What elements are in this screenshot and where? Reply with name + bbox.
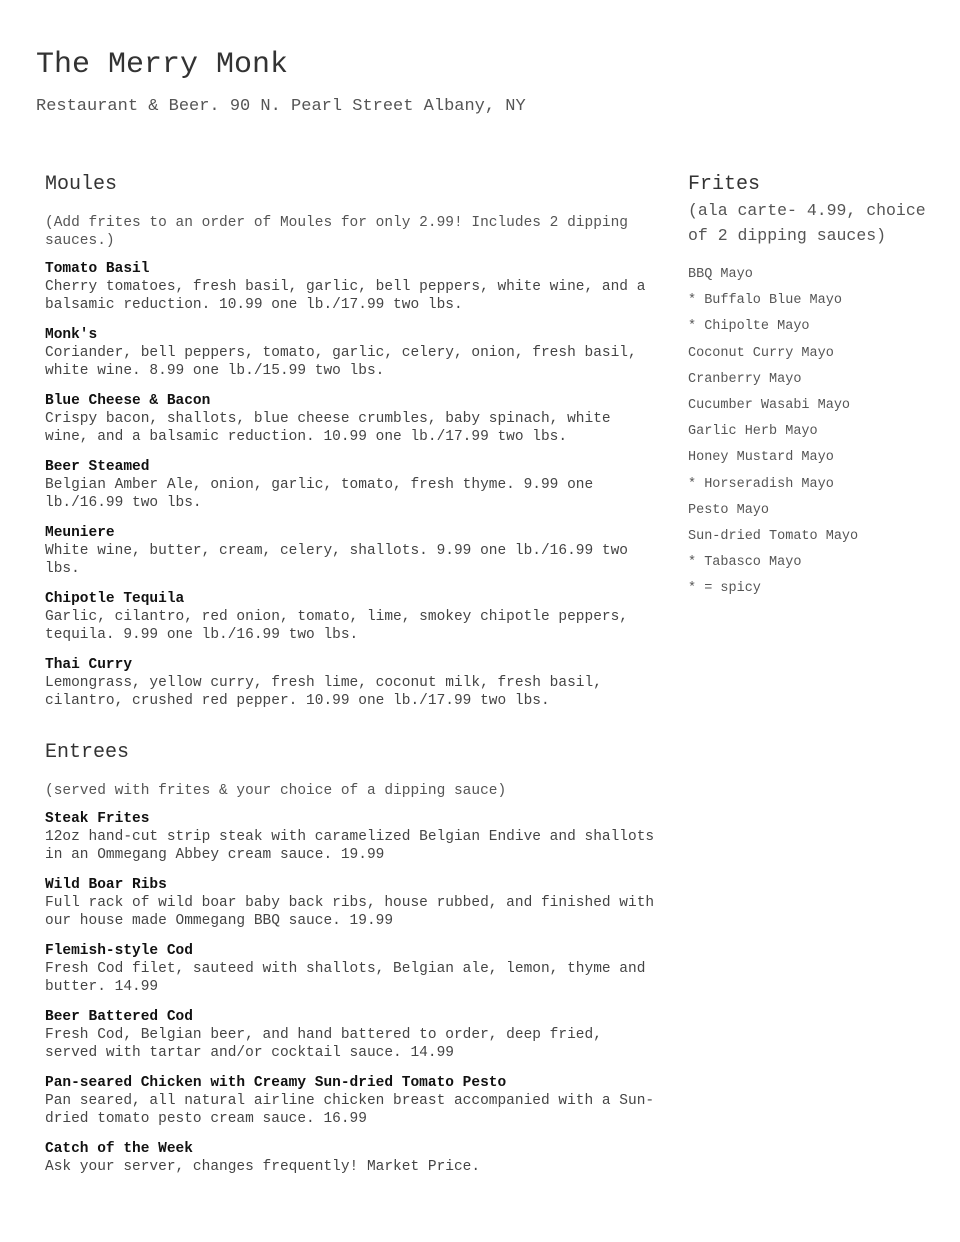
menu-item-beer-battered-cod — [45, 1008, 655, 1062]
menu-item-blue-cheese-bacon — [45, 392, 655, 446]
spicy-legend: * = spicy — [688, 581, 761, 597]
restaurant-title: The Merry Monk — [36, 48, 289, 82]
moules-heading: Moules — [45, 173, 118, 196]
frites-note: (ala carte- 4.99, choice of 2 dipping sauces) — [688, 201, 926, 245]
sauce-item: BBQ Mayo — [688, 267, 753, 282]
entrees-heading: Entrees — [45, 741, 130, 764]
menu-item-thai-curry — [45, 656, 655, 710]
menu-item-steak-frites — [45, 810, 655, 864]
menu-item-beer-steamed — [45, 458, 655, 512]
restaurant-subtitle: Restaurant & Beer. 90 N. Pearl Street Albany, NY — [36, 97, 526, 116]
frites-column — [688, 172, 928, 603]
sauce-item: * Buffalo Blue Mayo — [688, 293, 842, 309]
sauce-item: Cranberry Mayo — [688, 371, 802, 387]
moules-section — [45, 172, 655, 710]
menu-item-description: Fresh Cod, Belgian beer, and hand battered to order, deep fried, served with tartar and/or cocktail sauce. 14.99 — [45, 1027, 602, 1061]
sauce-item: * Horseradish Mayo — [688, 476, 834, 492]
entrees-section — [45, 740, 655, 1176]
menu-item-description: Fresh Cod filet, sauteed with shallots, Belgian ale, lemon, thyme and butter. 14.99 — [45, 961, 646, 995]
menu-item-description: Garlic, cilantro, red onion, tomato, lime, smokey chipotle peppers, tequila. 9.99 one lb./16.99 two lbs. — [45, 609, 628, 643]
menu-item-monks — [45, 326, 655, 380]
sauce-item: Cucumber Wasabi Mayo — [688, 398, 851, 414]
sauce-item: Garlic Herb Mayo — [688, 424, 818, 440]
menu-item-name: Beer Battered Cod — [45, 1009, 193, 1025]
menu-item-description: Ask your server, changes frequently! Market Price. — [45, 1159, 481, 1175]
menu-item-description: Cherry tomatoes, fresh basil, garlic, bell peppers, white wine, and a balsamic reduction. 10.99 one lb./17.99 two lbs. — [45, 279, 646, 313]
menu-item-name: Wild Boar Ribs — [45, 877, 167, 893]
menu-item-catch-of-the-week — [45, 1140, 655, 1176]
menu-item-name: Beer Steamed — [45, 459, 150, 475]
menu-item-description: Crispy bacon, shallots, blue cheese crumbles, baby spinach, white wine, and a balsamic reduction. 10.99 one lb./17.99 two lbs. — [45, 411, 611, 445]
menu-item-name: Steak Frites — [45, 811, 150, 827]
menu-item-description: Pan seared, all natural airline chicken breast accompanied with a Sun-dried tomato pesto cream sauce. 16.99 — [45, 1093, 655, 1127]
menu-item-name: Monk's — [45, 327, 98, 343]
menu-item-wild-boar-ribs — [45, 876, 655, 930]
menu-item-name: Pan-seared Chicken with Creamy Sun-dried Tomato Pesto — [45, 1075, 507, 1091]
menu-item-tomato-basil — [45, 260, 655, 314]
menu-item-description: 12oz hand-cut strip steak with caramelized Belgian Endive and shallots in an Ommegang Abbey cream sauce. 19.99 — [45, 829, 655, 863]
dipping-sauce-list — [688, 262, 928, 603]
menu-item-name: Chipotle Tequila — [45, 591, 185, 607]
menu-item-name: Meuniere — [45, 525, 115, 541]
sauce-item: Pesto Mayo — [688, 502, 770, 518]
sauce-item: * Tabasco Mayo — [688, 555, 802, 571]
menu-item-meuniere — [45, 524, 655, 578]
menu-item-flemish-style-cod — [45, 942, 655, 996]
menu-item-pan-seared-chicken — [45, 1074, 655, 1128]
sauce-item: Coconut Curry Mayo — [688, 345, 834, 361]
menu-item-description: White wine, butter, cream, celery, shallots. 9.99 one lb./16.99 two lbs. — [45, 543, 628, 577]
menu-item-name: Catch of the Week — [45, 1141, 193, 1157]
frites-heading: Frites — [688, 173, 761, 196]
main-column — [45, 172, 655, 1188]
moules-note: (Add frites to an order of Moules for only 2.99! Includes 2 dipping sauces.) — [45, 215, 628, 249]
menu-item-description: Full rack of wild boar baby back ribs, house rubbed, and finished with our house made Ommegang BBQ sauce. 19.99 — [45, 895, 655, 929]
menu-item-name: Thai Curry — [45, 657, 133, 673]
menu-item-name: Flemish-style Cod — [45, 943, 193, 959]
menu-item-name: Blue Cheese & Bacon — [45, 393, 211, 409]
sauce-item: Honey Mustard Mayo — [688, 450, 834, 466]
sauce-item: * Chipolte Mayo — [688, 319, 810, 335]
menu-item-description: Lemongrass, yellow curry, fresh lime, coconut milk, fresh basil, cilantro, crushed red pepper. 10.99 one lb./17.99 two lbs. — [45, 675, 602, 709]
menu-item-description: Belgian Amber Ale, onion, garlic, tomato, fresh thyme. 9.99 one lb./16.99 two lbs. — [45, 477, 594, 511]
entrees-note: (served with frites & your choice of a dipping sauce) — [45, 783, 507, 799]
menu-item-name: Tomato Basil — [45, 261, 150, 277]
sauce-item: Sun-dried Tomato Mayo — [688, 529, 859, 545]
menu-item-description: Coriander, bell peppers, tomato, garlic, celery, onion, fresh basil, white wine. 8.99 one lb./15.99 two lbs. — [45, 345, 637, 379]
menu-item-chipotle-tequila — [45, 590, 655, 644]
